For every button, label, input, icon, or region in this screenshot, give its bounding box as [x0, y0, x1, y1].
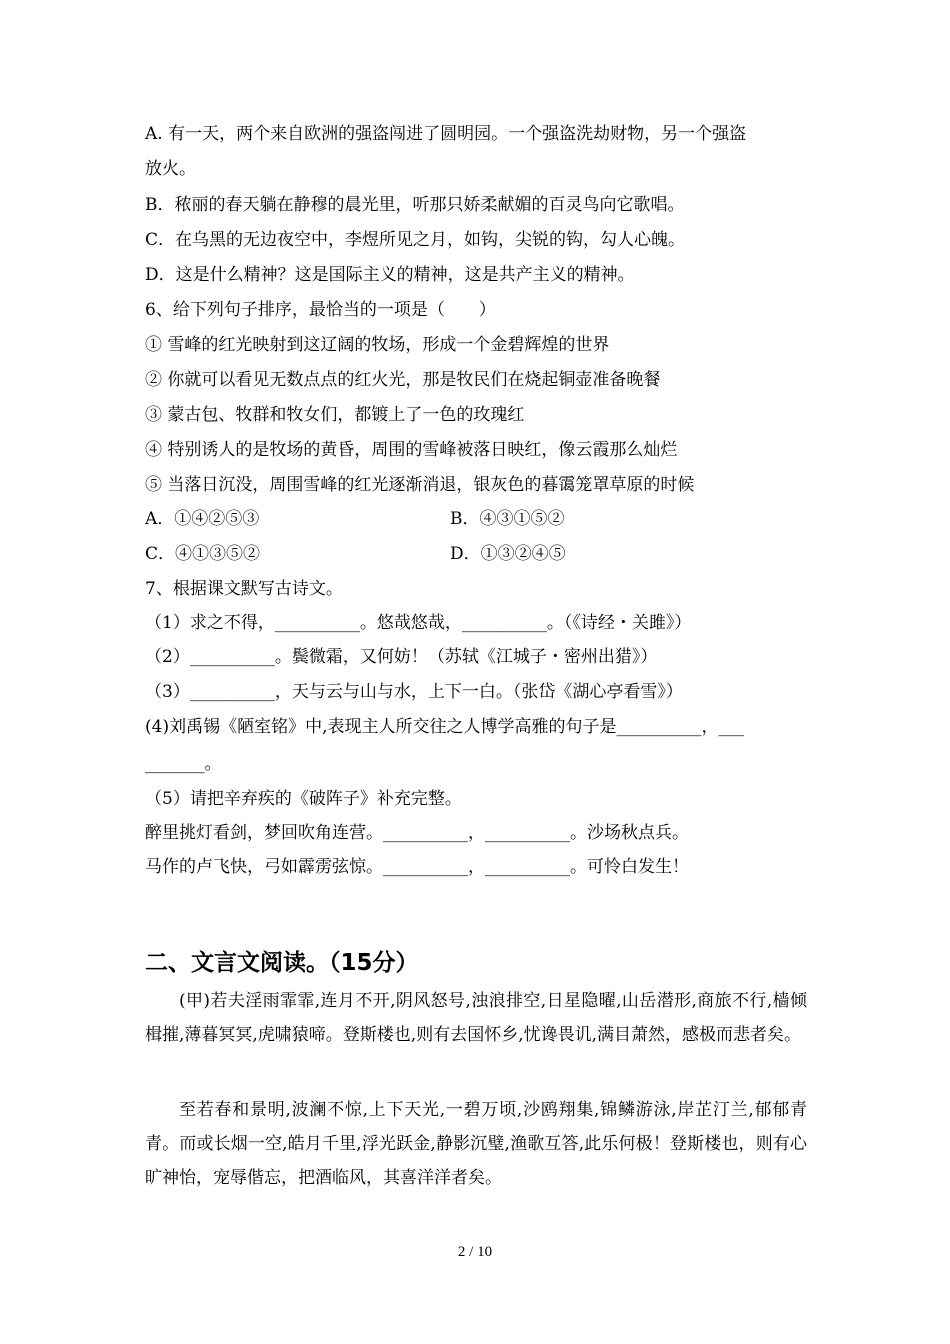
q7-item-5: （5）请把辛弃疾的《破阵子》补充完整。 — [145, 789, 462, 809]
q6-sentence-3: ③ 蒙古包、牧群和牧女们，都镀上了一色的玫瑰红 — [145, 405, 525, 425]
q5-option-d: D．这是什么精神？这是国际主义的精神，这是共产主义的精神。 — [145, 265, 635, 285]
q6-stem: 6、给下列句子排序，最恰当的一项是（ ） — [145, 300, 496, 320]
q5-option-a-line2: 放火。 — [145, 159, 196, 179]
q6-option-a: A．①④②⑤③ — [145, 509, 260, 529]
q6-sentence-5: ⑤ 当落日沉没，周围雪峰的红光逐渐消退，银灰色的暮霭笼罩草原的时候 — [145, 475, 695, 495]
q6-option-c: C．④①③⑤② — [145, 544, 261, 564]
q6-sentence-2: ② 你就可以看见无数点点的红火光，那是牧民们在烧起铜壶准备晚餐 — [145, 370, 661, 390]
passage-paragraph-2: 至若春和景明,波澜不惊,上下天光,一碧万顷,沙鸥翔集,锦鳞游泳,岸芷汀兰,郁郁青青。而或长烟一空,皓月千里,浮光跃金,静影沉璧,渔歌互答,此乐何极！登斯楼也，则有心旷神怡，宠辱偕忘，把酒临风，其喜洋洋者矣。 — [145, 1100, 807, 1188]
q7-item-5-line1: 醉里挑灯看剑，梦回吹角连营。__________，__________。沙场秋点兵。 — [145, 823, 689, 843]
passage-paragraph-1: (甲)若夫淫雨霏霏,连月不开,阴风怒号,浊浪排空,日星隐曜,山岳潜形,商旅不行,樯倾楫摧,薄暮冥冥,虎啸猿啼。登斯楼也,则有去国怀乡,忧谗畏讥,满目萧然，感极而悲者矣。 — [145, 991, 807, 1045]
q6-sentence-4: ④ 特别诱人的是牧场的黄昏，周围的雪峰被落日映红，像云霞那么灿烂 — [145, 440, 678, 460]
q6-option-d: D．①③②④⑤ — [450, 544, 566, 564]
q5-option-a-line1: A. 有一天，两个来自欧洲的强盗闯进了圆明园。一个强盗洗劫财物，另一个强盗 — [145, 124, 747, 144]
q6-option-b: B．④③①⑤② — [450, 509, 565, 529]
q5-option-c: C．在乌黑的无边夜空中，李煜所见之月，如钩，尖锐的钩，勾人心魄。 — [145, 230, 686, 250]
page-number: 2 / 10 — [457, 1244, 493, 1260]
q7-item-2: （2）__________。鬓微霜，又何妨！（苏轼《江城子・密州出猎》） — [145, 647, 658, 667]
q7-item-5-line2: 马作的卢飞快，弓如霹雳弦惊。__________，__________。可怜白发生！ — [145, 857, 689, 877]
q7-item-1: （1）求之不得，__________。悠哉悠哉，__________。（《诗经・关雎》） — [145, 613, 692, 633]
q7-item-3: （3）__________，天与云与山与水，上下一白。（张岱《湖心亭看雪》） — [145, 682, 683, 702]
q7-item-4-line1: (4)刘禹锡《陋室铭》中,表现主人所交往之人博学高雅的句子是__________，___ — [145, 717, 744, 737]
q6-options-row-2 — [145, 543, 566, 565]
q7-stem: 7、根据课文默写古诗文。 — [145, 579, 343, 599]
q5-option-b: B．秾丽的春天躺在静穆的晨光里，听那只娇柔献媚的百灵鸟向它歌唱。 — [145, 195, 685, 215]
q6-sentence-1: ① 雪峰的红光映射到这辽阔的牧场，形成一个金碧辉煌的世界 — [145, 335, 610, 355]
q7-item-4-line2: _______。 — [145, 754, 222, 774]
section-heading: 二、文言文阅读。（15分） — [145, 950, 419, 976]
q6-options-row-1 — [145, 508, 565, 530]
